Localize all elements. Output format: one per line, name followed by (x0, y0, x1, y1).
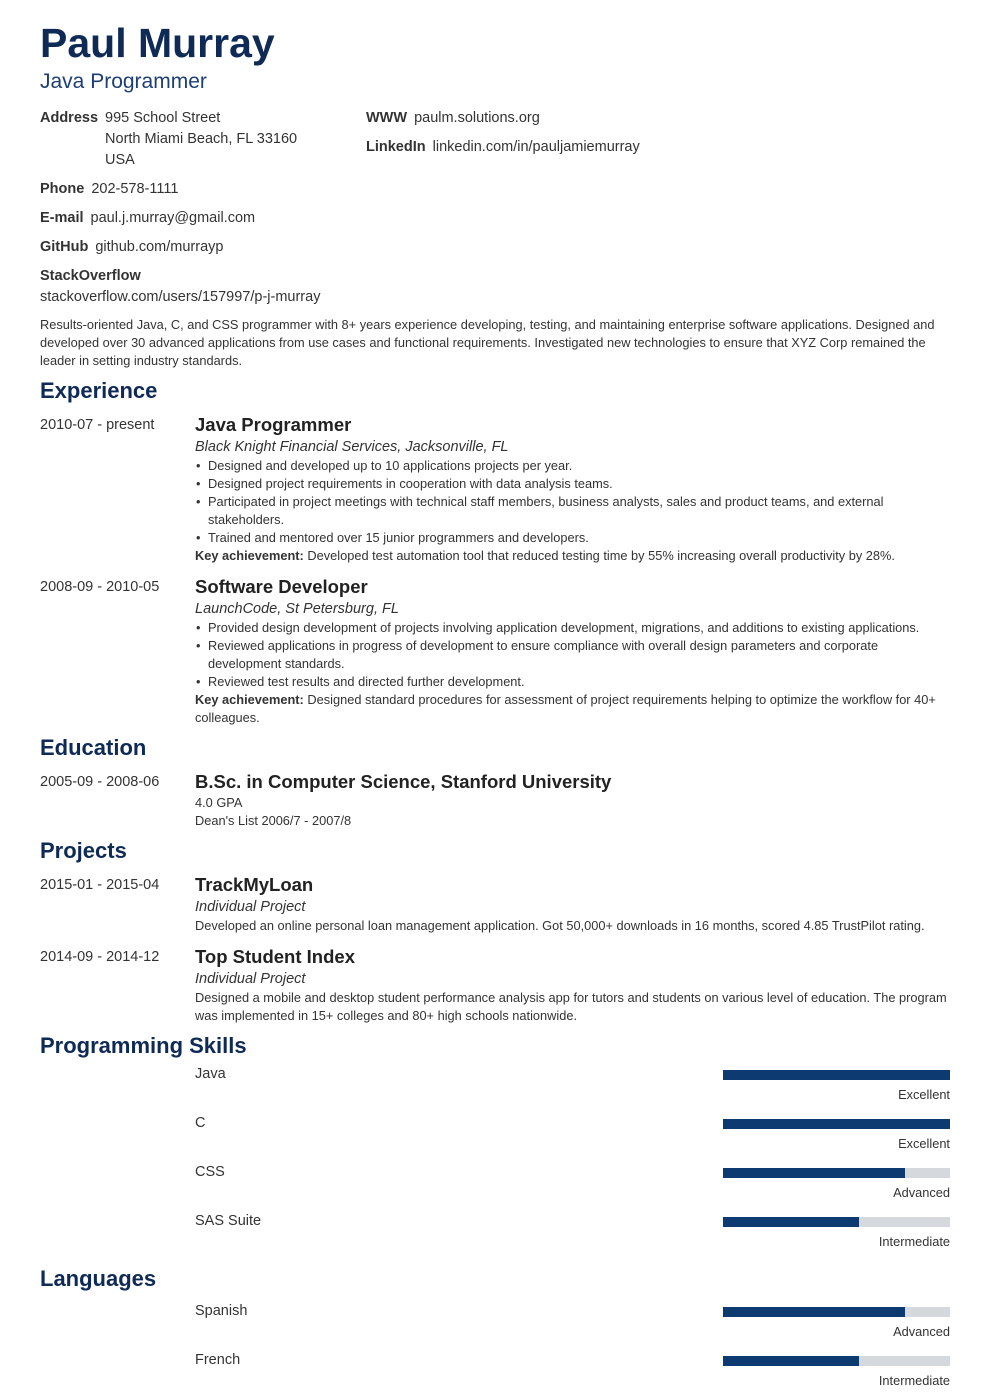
project-entry (40, 945, 950, 1025)
section-title-experience: Experience (40, 378, 158, 403)
entry-title: Top Student Index (195, 946, 355, 967)
project-entry (40, 873, 950, 935)
entry-date: 2014-09 - 2014-12 (40, 949, 160, 965)
phone-label: Phone (40, 181, 85, 197)
bullet-item: • Reviewed test results and directed further development. (208, 673, 950, 691)
stackoverflow-label: StackOverflow (40, 268, 141, 284)
stackoverflow-link[interactable]: stackoverflow.com/users/157997/p-j-murray (40, 289, 321, 305)
skill-row (40, 1209, 950, 1258)
key-achievement (195, 691, 950, 727)
github-row (40, 237, 360, 258)
experience-entry (40, 413, 950, 565)
section-title-projects: Projects (40, 838, 127, 863)
education-note: Dean's List 2006/7 - 2007/8 (195, 813, 352, 828)
skill-row (40, 1160, 950, 1209)
project-description: Designed a mobile and desktop student performance analysis app for tutors and students on various level of education. The program was implemented in 15+ colleges and 80+ high schools nationwide. (195, 990, 947, 1023)
skill-row (40, 1111, 950, 1160)
resume-name: Paul Murray (40, 20, 275, 66)
key-achievement (195, 547, 950, 565)
bullet-item: • Participated in project meetings with technical staff members, business analysts, sales and product teams, and external stakeholders. (208, 493, 950, 529)
language-level-bar (723, 1356, 950, 1366)
address-line: USA (105, 152, 135, 168)
entry-date: 2005-09 - 2008-06 (40, 774, 160, 790)
email-row (40, 208, 360, 229)
email-label: E-mail (40, 210, 84, 226)
linkedin-label: LinkedIn (366, 139, 426, 155)
phone-value: 202-578-1111 (91, 181, 179, 197)
skill-level-label: Excellent (898, 1087, 950, 1102)
skill-level-fill (723, 1070, 950, 1080)
language-row (40, 1348, 950, 1397)
language-level-fill (723, 1356, 859, 1366)
section-title-languages: Languages (40, 1266, 157, 1291)
language-level-label: Advanced (893, 1324, 950, 1339)
skill-level-bar (723, 1070, 950, 1080)
skill-level-fill (723, 1168, 905, 1178)
project-description: Developed an online personal loan management application. Got 50,000+ downloads in 16 months, scored 4.85 TrustPilot rating. (195, 918, 925, 933)
entry-title: TrackMyLoan (195, 874, 314, 895)
github-link[interactable]: github.com/murrayp (95, 239, 224, 255)
key-achievement-label: Key achievement: (195, 548, 304, 563)
email-value[interactable]: paul.j.murray@gmail.com (90, 210, 256, 226)
entry-date: 2015-01 - 2015-04 (40, 877, 160, 893)
section-title-skills: Programming Skills (40, 1033, 247, 1058)
language-name: Spanish (195, 1303, 248, 1319)
section-title-education: Education (40, 735, 147, 760)
bullet-item: • Provided design development of projects involving application development, migrations, and additions to existing applications. (208, 619, 950, 637)
language-level-fill (723, 1307, 905, 1317)
skill-name: SAS Suite (195, 1213, 262, 1229)
skill-level-bar (723, 1168, 950, 1178)
skills-list (40, 1062, 950, 1258)
skill-name: Java (195, 1066, 226, 1082)
language-name: French (195, 1352, 241, 1368)
linkedin-row (366, 137, 766, 158)
entry-date: 2010-07 - present (40, 417, 155, 433)
entry-date: 2008-09 - 2010-05 (40, 579, 160, 595)
bullet-item: • Trained and mentored over 15 junior programmers and developers. (208, 529, 950, 547)
entry-company: LaunchCode, St Petersburg, FL (195, 601, 399, 617)
education-entry (40, 770, 950, 830)
contact-info (40, 108, 950, 308)
stackoverflow-row (40, 266, 360, 308)
key-achievement-text: Designed standard procedures for assessment of project requirements helping to optimize the workflow for 40+ colleagues. (195, 692, 936, 725)
languages-list (40, 1299, 950, 1397)
address-label: Address (40, 110, 99, 126)
project-type: Individual Project (195, 899, 306, 915)
language-level-bar (723, 1307, 950, 1317)
resume-role: Java Programmer (40, 70, 207, 93)
bullet-item: • Designed project requirements in cooperation with data analysis teams. (208, 475, 950, 493)
entry-company: Black Knight Financial Services, Jacksonville, FL (195, 439, 509, 455)
www-label: WWW (366, 110, 408, 126)
bullet-list (195, 619, 950, 691)
address-row (40, 108, 360, 171)
skill-level-fill (723, 1217, 859, 1227)
www-link[interactable]: paulm.solutions.org (414, 110, 540, 126)
key-achievement-text: Developed test automation tool that reduced testing time by 55% increasing overall productivity by 28%. (307, 548, 895, 563)
address-line: 995 School Street (105, 110, 221, 126)
www-row (366, 108, 766, 129)
key-achievement-label: Key achievement: (195, 692, 304, 707)
entry-title: B.Sc. in Computer Science, Stanford University (195, 771, 612, 792)
experience-entry (40, 575, 950, 727)
summary: Results-oriented Java, C, and CSS programmer with 8+ years experience developing, testing, and maintaining enterprise software applications. Designed and developed over 30 advanced applications from use cases and functional requirements. Investigated new technologies to ensure that XYZ Corp remained the leader in setting industry standards. (40, 317, 935, 368)
linkedin-link[interactable]: linkedin.com/in/pauljamiemurray (432, 139, 640, 155)
entry-title: Java Programmer (195, 414, 352, 435)
entry-title: Software Developer (195, 576, 368, 597)
skill-level-bar (723, 1217, 950, 1227)
language-row (40, 1299, 950, 1348)
github-label: GitHub (40, 239, 89, 255)
skill-name: CSS (195, 1164, 225, 1180)
skill-level-fill (723, 1119, 950, 1129)
skill-level-bar (723, 1119, 950, 1129)
skill-level-label: Intermediate (878, 1234, 950, 1249)
skill-level-label: Advanced (893, 1185, 950, 1200)
address-line: North Miami Beach, FL 33160 (105, 131, 298, 147)
skill-level-label: Excellent (898, 1136, 950, 1151)
bullet-item: • Reviewed applications in progress of development to ensure compliance with overall design parameters and corporate development standards. (208, 637, 950, 673)
phone-row (40, 179, 360, 200)
education-gpa: 4.0 GPA (195, 795, 243, 810)
skill-name: C (195, 1115, 206, 1131)
language-level-label: Intermediate (878, 1373, 950, 1388)
project-type: Individual Project (195, 971, 306, 987)
bullet-item: • Designed and developed up to 10 applications projects per year. (208, 457, 950, 475)
bullet-list (195, 457, 950, 547)
skill-row (40, 1062, 950, 1111)
